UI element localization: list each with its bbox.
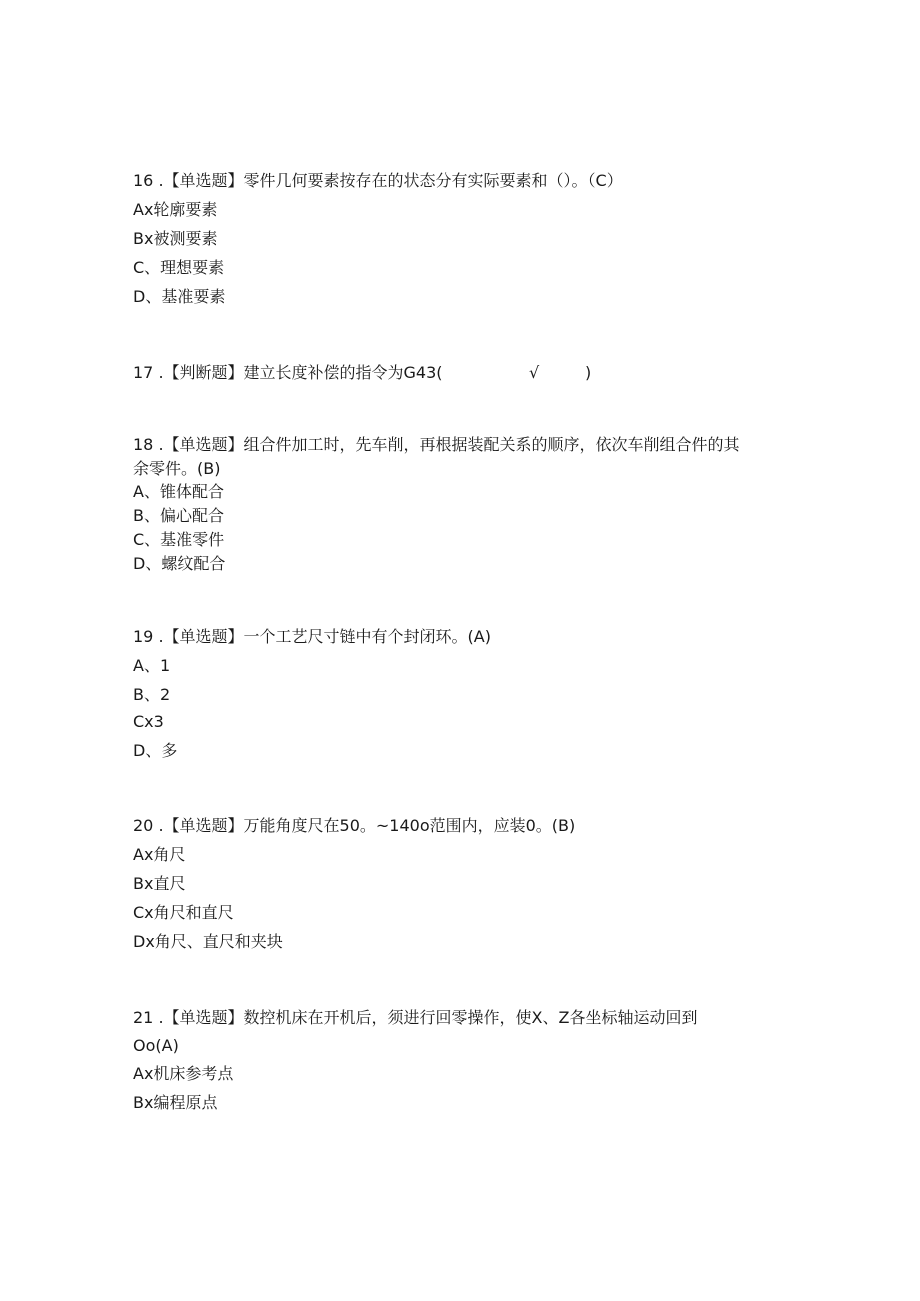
question-21-stem-line1: 21 .【单选题】数控机床在开机后，须进行回零操作，使X、Z各坐标轴运动回到	[133, 1008, 698, 1027]
question-21-option-a: Ax机床参考点	[133, 1064, 234, 1083]
question-21-stem-line2: Oo(A)	[133, 1036, 179, 1055]
question-16-option-d: D、基准要素	[133, 287, 226, 306]
question-17-stem: 17 .【判断题】建立长度补偿的指令为G43( √ )	[133, 363, 592, 382]
question-20-option-c: Cx角尺和直尺	[133, 903, 234, 922]
question-19-option-b: B、2	[133, 685, 171, 704]
question-16-option-a: Ax轮廓要素	[133, 200, 218, 219]
question-18-stem-line1: 18 .【单选题】组合件加工时，先车削，再根据装配关系的顺序，依次车削组合件的其	[133, 435, 740, 454]
question-16-stem: 16 .【单选题】零件几何要素按存在的状态分有实际要素和（）。（C）	[133, 171, 623, 190]
question-21-option-b: Bx编程原点	[133, 1093, 218, 1112]
question-20-option-d: Dx角尺、直尺和夹块	[133, 932, 283, 951]
question-20-option-b: Bx直尺	[133, 874, 186, 893]
question-18-option-d: D、螺纹配合	[133, 554, 226, 573]
question-19-stem: 19 .【单选题】一个工艺尺寸链中有个封闭环。(A)	[133, 627, 491, 646]
question-19-option-d: D、多	[133, 741, 178, 760]
question-18-stem-line2: 余零件。(B)	[133, 459, 221, 478]
question-18-option-a: A、锥体配合	[133, 482, 224, 501]
question-16-option-c: C、理想要素	[133, 258, 225, 277]
question-19-option-a: A、1	[133, 656, 171, 675]
question-20-stem: 20 .【单选题】万能角度尺在50。~140o范围内，应装0。(B)	[133, 816, 576, 835]
question-16-option-b: Bx被测要素	[133, 229, 218, 248]
question-20-option-a: Ax角尺	[133, 845, 186, 864]
question-18-option-b: B、偏心配合	[133, 506, 224, 525]
question-18-option-c: C、基准零件	[133, 530, 225, 549]
question-19-option-c: Cx3	[133, 712, 164, 731]
